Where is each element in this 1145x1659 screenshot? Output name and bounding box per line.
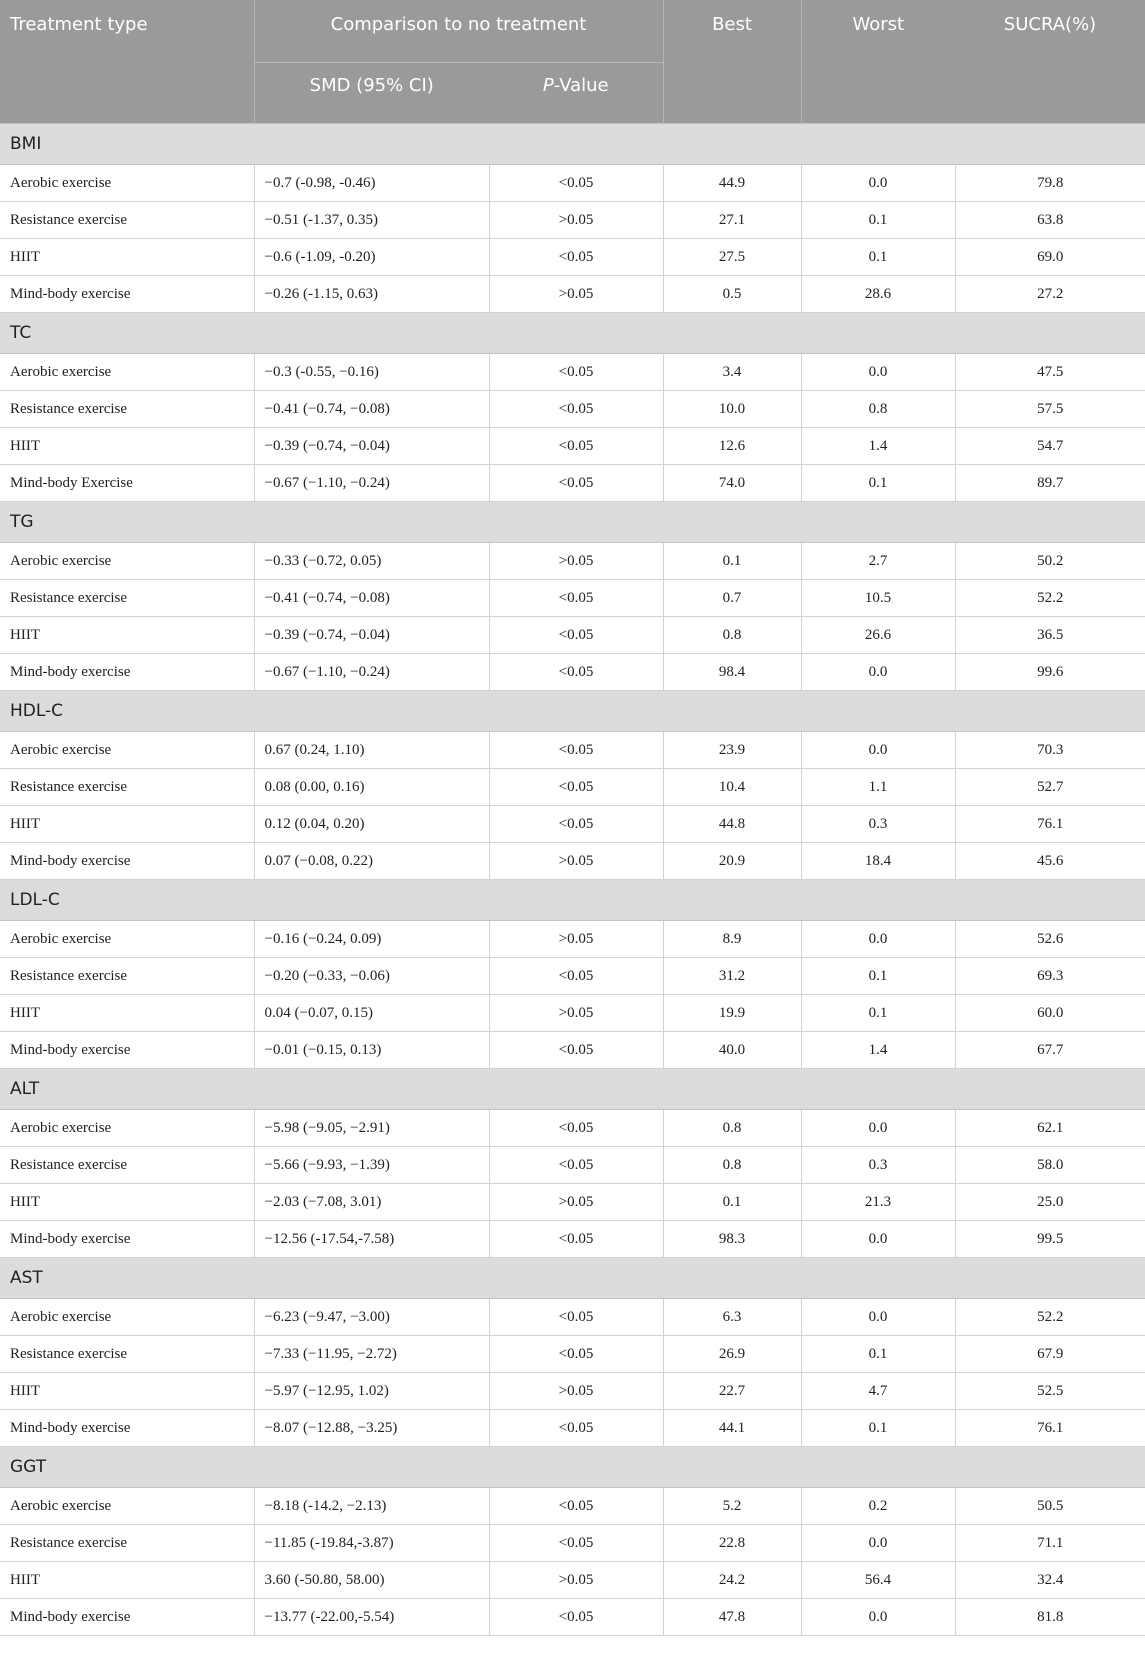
sucra-cell: 63.8 bbox=[955, 202, 1145, 239]
smd-cell: 0.12 (0.04, 0.20) bbox=[254, 806, 489, 843]
sucra-cell: 52.2 bbox=[955, 580, 1145, 617]
header-sucra: SUCRA(%) bbox=[955, 0, 1145, 124]
smd-cell: −7.33 (−11.95, −2.72) bbox=[254, 1336, 489, 1373]
section-title: TG bbox=[0, 502, 1145, 543]
worst-cell: 2.7 bbox=[801, 543, 955, 580]
treatment-cell: Resistance exercise bbox=[0, 391, 254, 428]
p-value-cell: <0.05 bbox=[489, 769, 663, 806]
treatment-cell: HIIT bbox=[0, 1184, 254, 1221]
worst-cell: 0.2 bbox=[801, 1488, 955, 1525]
sucra-cell: 52.2 bbox=[955, 1299, 1145, 1336]
best-cell: 0.8 bbox=[663, 1110, 801, 1147]
table-row bbox=[0, 428, 1145, 465]
worst-cell: 0.3 bbox=[801, 806, 955, 843]
sucra-cell: 52.6 bbox=[955, 921, 1145, 958]
sucra-cell: 76.1 bbox=[955, 806, 1145, 843]
smd-cell: −0.41 (−0.74, −0.08) bbox=[254, 391, 489, 428]
table-row bbox=[0, 843, 1145, 880]
sucra-cell: 47.5 bbox=[955, 354, 1145, 391]
p-value-cell: >0.05 bbox=[489, 843, 663, 880]
smd-cell: −0.39 (−0.74, −0.04) bbox=[254, 617, 489, 654]
sucra-cell: 62.1 bbox=[955, 1110, 1145, 1147]
p-value-cell: <0.05 bbox=[489, 806, 663, 843]
worst-cell: 0.1 bbox=[801, 1410, 955, 1447]
smd-cell: −0.26 (-1.15, 0.63) bbox=[254, 276, 489, 313]
best-cell: 10.4 bbox=[663, 769, 801, 806]
table-header bbox=[0, 0, 1145, 124]
sucra-cell: 36.5 bbox=[955, 617, 1145, 654]
best-cell: 5.2 bbox=[663, 1488, 801, 1525]
p-value-cell: <0.05 bbox=[489, 391, 663, 428]
section-title: LDL-C bbox=[0, 880, 1145, 921]
table-row bbox=[0, 1488, 1145, 1525]
treatment-cell: Resistance exercise bbox=[0, 1147, 254, 1184]
section-title: ALT bbox=[0, 1069, 1145, 1110]
treatment-cell: Resistance exercise bbox=[0, 1336, 254, 1373]
section-title: HDL-C bbox=[0, 691, 1145, 732]
worst-cell: 1.4 bbox=[801, 428, 955, 465]
smd-cell: −11.85 (-19.84,-3.87) bbox=[254, 1525, 489, 1562]
best-cell: 12.6 bbox=[663, 428, 801, 465]
smd-cell: −0.01 (−0.15, 0.13) bbox=[254, 1032, 489, 1069]
section-row bbox=[0, 691, 1145, 732]
header-p-letter: P bbox=[542, 75, 554, 96]
header-best: Best bbox=[663, 0, 801, 124]
table-row bbox=[0, 769, 1145, 806]
p-value-cell: >0.05 bbox=[489, 921, 663, 958]
p-value-cell: <0.05 bbox=[489, 1299, 663, 1336]
treatment-cell: HIIT bbox=[0, 995, 254, 1032]
treatment-cell: Aerobic exercise bbox=[0, 1110, 254, 1147]
sucra-cell: 32.4 bbox=[955, 1562, 1145, 1599]
table-row bbox=[0, 617, 1145, 654]
sucra-cell: 54.7 bbox=[955, 428, 1145, 465]
section-row bbox=[0, 1258, 1145, 1299]
treatment-cell: Mind-body exercise bbox=[0, 1221, 254, 1258]
worst-cell: 21.3 bbox=[801, 1184, 955, 1221]
table-row bbox=[0, 1299, 1145, 1336]
smd-cell: 0.07 (−0.08, 0.22) bbox=[254, 843, 489, 880]
table-row bbox=[0, 391, 1145, 428]
best-cell: 44.9 bbox=[663, 165, 801, 202]
treatment-cell: Mind-body exercise bbox=[0, 843, 254, 880]
best-cell: 27.5 bbox=[663, 239, 801, 276]
best-cell: 0.1 bbox=[663, 1184, 801, 1221]
treatment-cell: HIIT bbox=[0, 806, 254, 843]
table-row bbox=[0, 239, 1145, 276]
best-cell: 20.9 bbox=[663, 843, 801, 880]
sucra-cell: 79.8 bbox=[955, 165, 1145, 202]
p-value-cell: <0.05 bbox=[489, 465, 663, 502]
section-row bbox=[0, 1069, 1145, 1110]
sucra-cell: 27.2 bbox=[955, 276, 1145, 313]
p-value-cell: <0.05 bbox=[489, 1221, 663, 1258]
table-row bbox=[0, 1184, 1145, 1221]
worst-cell: 0.3 bbox=[801, 1147, 955, 1184]
section-row bbox=[0, 313, 1145, 354]
worst-cell: 0.0 bbox=[801, 1110, 955, 1147]
smd-cell: −0.7 (-0.98, -0.46) bbox=[254, 165, 489, 202]
sucra-cell: 52.7 bbox=[955, 769, 1145, 806]
best-cell: 19.9 bbox=[663, 995, 801, 1032]
worst-cell: 0.0 bbox=[801, 1221, 955, 1258]
worst-cell: 0.1 bbox=[801, 239, 955, 276]
best-cell: 44.8 bbox=[663, 806, 801, 843]
treatment-cell: HIIT bbox=[0, 428, 254, 465]
table-row bbox=[0, 1562, 1145, 1599]
best-cell: 40.0 bbox=[663, 1032, 801, 1069]
treatment-cell: Resistance exercise bbox=[0, 769, 254, 806]
p-value-cell: <0.05 bbox=[489, 617, 663, 654]
worst-cell: 0.0 bbox=[801, 1299, 955, 1336]
p-value-cell: >0.05 bbox=[489, 202, 663, 239]
best-cell: 23.9 bbox=[663, 732, 801, 769]
sucra-cell: 57.5 bbox=[955, 391, 1145, 428]
best-cell: 0.7 bbox=[663, 580, 801, 617]
table-row bbox=[0, 1032, 1145, 1069]
p-value-cell: <0.05 bbox=[489, 1032, 663, 1069]
worst-cell: 0.0 bbox=[801, 732, 955, 769]
p-value-cell: <0.05 bbox=[489, 1525, 663, 1562]
worst-cell: 0.8 bbox=[801, 391, 955, 428]
sucra-cell: 58.0 bbox=[955, 1147, 1145, 1184]
p-value-cell: <0.05 bbox=[489, 428, 663, 465]
p-value-cell: <0.05 bbox=[489, 732, 663, 769]
p-value-cell: <0.05 bbox=[489, 354, 663, 391]
sucra-cell: 70.3 bbox=[955, 732, 1145, 769]
smd-cell: −0.3 (-0.55, −0.16) bbox=[254, 354, 489, 391]
sucra-cell: 99.5 bbox=[955, 1221, 1145, 1258]
best-cell: 22.7 bbox=[663, 1373, 801, 1410]
best-cell: 0.1 bbox=[663, 543, 801, 580]
worst-cell: 56.4 bbox=[801, 1562, 955, 1599]
smd-cell: −0.16 (−0.24, 0.09) bbox=[254, 921, 489, 958]
smd-cell: −0.67 (−1.10, −0.24) bbox=[254, 654, 489, 691]
header-p-value bbox=[489, 63, 663, 124]
header-smd: SMD (95% CI) bbox=[254, 63, 489, 124]
best-cell: 3.4 bbox=[663, 354, 801, 391]
section-row bbox=[0, 502, 1145, 543]
treatment-cell: Mind-body exercise bbox=[0, 654, 254, 691]
sucra-cell: 81.8 bbox=[955, 1599, 1145, 1636]
treatment-cell: Mind-body exercise bbox=[0, 276, 254, 313]
sucra-cell: 99.6 bbox=[955, 654, 1145, 691]
best-cell: 26.9 bbox=[663, 1336, 801, 1373]
smd-cell: 3.60 (-50.80, 58.00) bbox=[254, 1562, 489, 1599]
p-value-cell: <0.05 bbox=[489, 654, 663, 691]
table-row bbox=[0, 958, 1145, 995]
worst-cell: 4.7 bbox=[801, 1373, 955, 1410]
smd-cell: −5.98 (−9.05, −2.91) bbox=[254, 1110, 489, 1147]
table-row bbox=[0, 1221, 1145, 1258]
smd-cell: 0.08 (0.00, 0.16) bbox=[254, 769, 489, 806]
table-row bbox=[0, 465, 1145, 502]
sucra-cell: 50.2 bbox=[955, 543, 1145, 580]
worst-cell: 0.1 bbox=[801, 1336, 955, 1373]
treatment-cell: Aerobic exercise bbox=[0, 1488, 254, 1525]
table-row bbox=[0, 995, 1145, 1032]
worst-cell: 0.0 bbox=[801, 654, 955, 691]
best-cell: 24.2 bbox=[663, 1562, 801, 1599]
best-cell: 98.4 bbox=[663, 654, 801, 691]
best-cell: 44.1 bbox=[663, 1410, 801, 1447]
treatment-cell: Resistance exercise bbox=[0, 958, 254, 995]
best-cell: 22.8 bbox=[663, 1525, 801, 1562]
treatment-cell: Mind-body exercise bbox=[0, 1410, 254, 1447]
table-row bbox=[0, 165, 1145, 202]
table-row bbox=[0, 1410, 1145, 1447]
worst-cell: 1.4 bbox=[801, 1032, 955, 1069]
smd-cell: −0.67 (−1.10, −0.24) bbox=[254, 465, 489, 502]
p-value-cell: <0.05 bbox=[489, 1147, 663, 1184]
worst-cell: 0.0 bbox=[801, 921, 955, 958]
p-value-cell: >0.05 bbox=[489, 995, 663, 1032]
table-body bbox=[0, 124, 1145, 1636]
treatment-cell: Aerobic exercise bbox=[0, 165, 254, 202]
sucra-cell: 25.0 bbox=[955, 1184, 1145, 1221]
best-cell: 0.8 bbox=[663, 617, 801, 654]
sucra-cell: 45.6 bbox=[955, 843, 1145, 880]
sucra-cell: 69.0 bbox=[955, 239, 1145, 276]
treatment-cell: Resistance exercise bbox=[0, 1525, 254, 1562]
table-row bbox=[0, 354, 1145, 391]
best-cell: 8.9 bbox=[663, 921, 801, 958]
worst-cell: 28.6 bbox=[801, 276, 955, 313]
treatment-cell: Mind-body Exercise bbox=[0, 465, 254, 502]
best-cell: 74.0 bbox=[663, 465, 801, 502]
table-row bbox=[0, 1110, 1145, 1147]
treatment-cell: HIIT bbox=[0, 1373, 254, 1410]
section-title: BMI bbox=[0, 124, 1145, 165]
sucra-cell: 52.5 bbox=[955, 1373, 1145, 1410]
worst-cell: 26.6 bbox=[801, 617, 955, 654]
smd-cell: −13.77 (-22.00,-5.54) bbox=[254, 1599, 489, 1636]
worst-cell: 0.0 bbox=[801, 1599, 955, 1636]
treatment-cell: Aerobic exercise bbox=[0, 921, 254, 958]
header-treatment-type: Treatment type bbox=[0, 0, 254, 124]
smd-cell: −0.6 (-1.09, -0.20) bbox=[254, 239, 489, 276]
p-value-cell: <0.05 bbox=[489, 1336, 663, 1373]
best-cell: 98.3 bbox=[663, 1221, 801, 1258]
section-title: GGT bbox=[0, 1447, 1145, 1488]
p-value-cell: >0.05 bbox=[489, 543, 663, 580]
header-worst: Worst bbox=[801, 0, 955, 124]
smd-cell: −0.20 (−0.33, −0.06) bbox=[254, 958, 489, 995]
best-cell: 0.8 bbox=[663, 1147, 801, 1184]
sucra-cell: 69.3 bbox=[955, 958, 1145, 995]
sucra-cell: 76.1 bbox=[955, 1410, 1145, 1447]
table-row bbox=[0, 806, 1145, 843]
worst-cell: 0.0 bbox=[801, 1525, 955, 1562]
treatment-cell: HIIT bbox=[0, 617, 254, 654]
treatment-cell: Aerobic exercise bbox=[0, 543, 254, 580]
header-p-suffix: -Value bbox=[553, 75, 609, 96]
best-cell: 10.0 bbox=[663, 391, 801, 428]
best-cell: 0.5 bbox=[663, 276, 801, 313]
p-value-cell: <0.05 bbox=[489, 958, 663, 995]
treatment-cell: Resistance exercise bbox=[0, 202, 254, 239]
best-cell: 27.1 bbox=[663, 202, 801, 239]
worst-cell: 0.1 bbox=[801, 995, 955, 1032]
section-row bbox=[0, 880, 1145, 921]
table-row bbox=[0, 580, 1145, 617]
treatment-cell: Mind-body exercise bbox=[0, 1599, 254, 1636]
smd-cell: −5.97 (−12.95, 1.02) bbox=[254, 1373, 489, 1410]
smd-cell: −0.39 (−0.74, −0.04) bbox=[254, 428, 489, 465]
p-value-cell: >0.05 bbox=[489, 276, 663, 313]
table-row bbox=[0, 1336, 1145, 1373]
section-title: TC bbox=[0, 313, 1145, 354]
sucra-cell: 50.5 bbox=[955, 1488, 1145, 1525]
worst-cell: 0.1 bbox=[801, 958, 955, 995]
treatment-cell: HIIT bbox=[0, 1562, 254, 1599]
worst-cell: 18.4 bbox=[801, 843, 955, 880]
p-value-cell: <0.05 bbox=[489, 165, 663, 202]
table-row bbox=[0, 1525, 1145, 1562]
worst-cell: 0.1 bbox=[801, 202, 955, 239]
smd-cell: −0.51 (-1.37, 0.35) bbox=[254, 202, 489, 239]
table-row bbox=[0, 732, 1145, 769]
table-row bbox=[0, 1599, 1145, 1636]
smd-cell: −12.56 (-17.54,-7.58) bbox=[254, 1221, 489, 1258]
worst-cell: 10.5 bbox=[801, 580, 955, 617]
worst-cell: 0.1 bbox=[801, 465, 955, 502]
sucra-cell: 67.9 bbox=[955, 1336, 1145, 1373]
smd-cell: 0.04 (−0.07, 0.15) bbox=[254, 995, 489, 1032]
treatment-cell: Aerobic exercise bbox=[0, 1299, 254, 1336]
table-row bbox=[0, 1147, 1145, 1184]
table-row bbox=[0, 654, 1145, 691]
smd-cell: −0.41 (−0.74, −0.08) bbox=[254, 580, 489, 617]
treatment-cell: Mind-body exercise bbox=[0, 1032, 254, 1069]
p-value-cell: <0.05 bbox=[489, 239, 663, 276]
treatment-cell: Aerobic exercise bbox=[0, 354, 254, 391]
treatment-cell: HIIT bbox=[0, 239, 254, 276]
worst-cell: 1.1 bbox=[801, 769, 955, 806]
smd-cell: −0.33 (−0.72, 0.05) bbox=[254, 543, 489, 580]
p-value-cell: <0.05 bbox=[489, 1410, 663, 1447]
best-cell: 47.8 bbox=[663, 1599, 801, 1636]
table-row bbox=[0, 276, 1145, 313]
smd-cell: −8.07 (−12.88, −3.25) bbox=[254, 1410, 489, 1447]
p-value-cell: <0.05 bbox=[489, 1599, 663, 1636]
p-value-cell: <0.05 bbox=[489, 1488, 663, 1525]
smd-cell: −8.18 (-14.2, −2.13) bbox=[254, 1488, 489, 1525]
sucra-cell: 67.7 bbox=[955, 1032, 1145, 1069]
smd-cell: 0.67 (0.24, 1.10) bbox=[254, 732, 489, 769]
table-row bbox=[0, 202, 1145, 239]
table-row bbox=[0, 921, 1145, 958]
worst-cell: 0.0 bbox=[801, 354, 955, 391]
smd-cell: −6.23 (−9.47, −3.00) bbox=[254, 1299, 489, 1336]
best-cell: 31.2 bbox=[663, 958, 801, 995]
worst-cell: 0.0 bbox=[801, 165, 955, 202]
table-row bbox=[0, 543, 1145, 580]
smd-cell: −5.66 (−9.93, −1.39) bbox=[254, 1147, 489, 1184]
section-row bbox=[0, 124, 1145, 165]
header-comparison: Comparison to no treatment bbox=[254, 0, 663, 63]
best-cell: 6.3 bbox=[663, 1299, 801, 1336]
section-title: AST bbox=[0, 1258, 1145, 1299]
p-value-cell: >0.05 bbox=[489, 1373, 663, 1410]
smd-cell: −2.03 (−7.08, 3.01) bbox=[254, 1184, 489, 1221]
treatment-cell: Aerobic exercise bbox=[0, 732, 254, 769]
p-value-cell: <0.05 bbox=[489, 1110, 663, 1147]
p-value-cell: >0.05 bbox=[489, 1184, 663, 1221]
sucra-cell: 89.7 bbox=[955, 465, 1145, 502]
sucra-cell: 71.1 bbox=[955, 1525, 1145, 1562]
sucra-cell: 60.0 bbox=[955, 995, 1145, 1032]
p-value-cell: <0.05 bbox=[489, 580, 663, 617]
table-row bbox=[0, 1373, 1145, 1410]
treatment-cell: Resistance exercise bbox=[0, 580, 254, 617]
section-row bbox=[0, 1447, 1145, 1488]
p-value-cell: >0.05 bbox=[489, 1562, 663, 1599]
